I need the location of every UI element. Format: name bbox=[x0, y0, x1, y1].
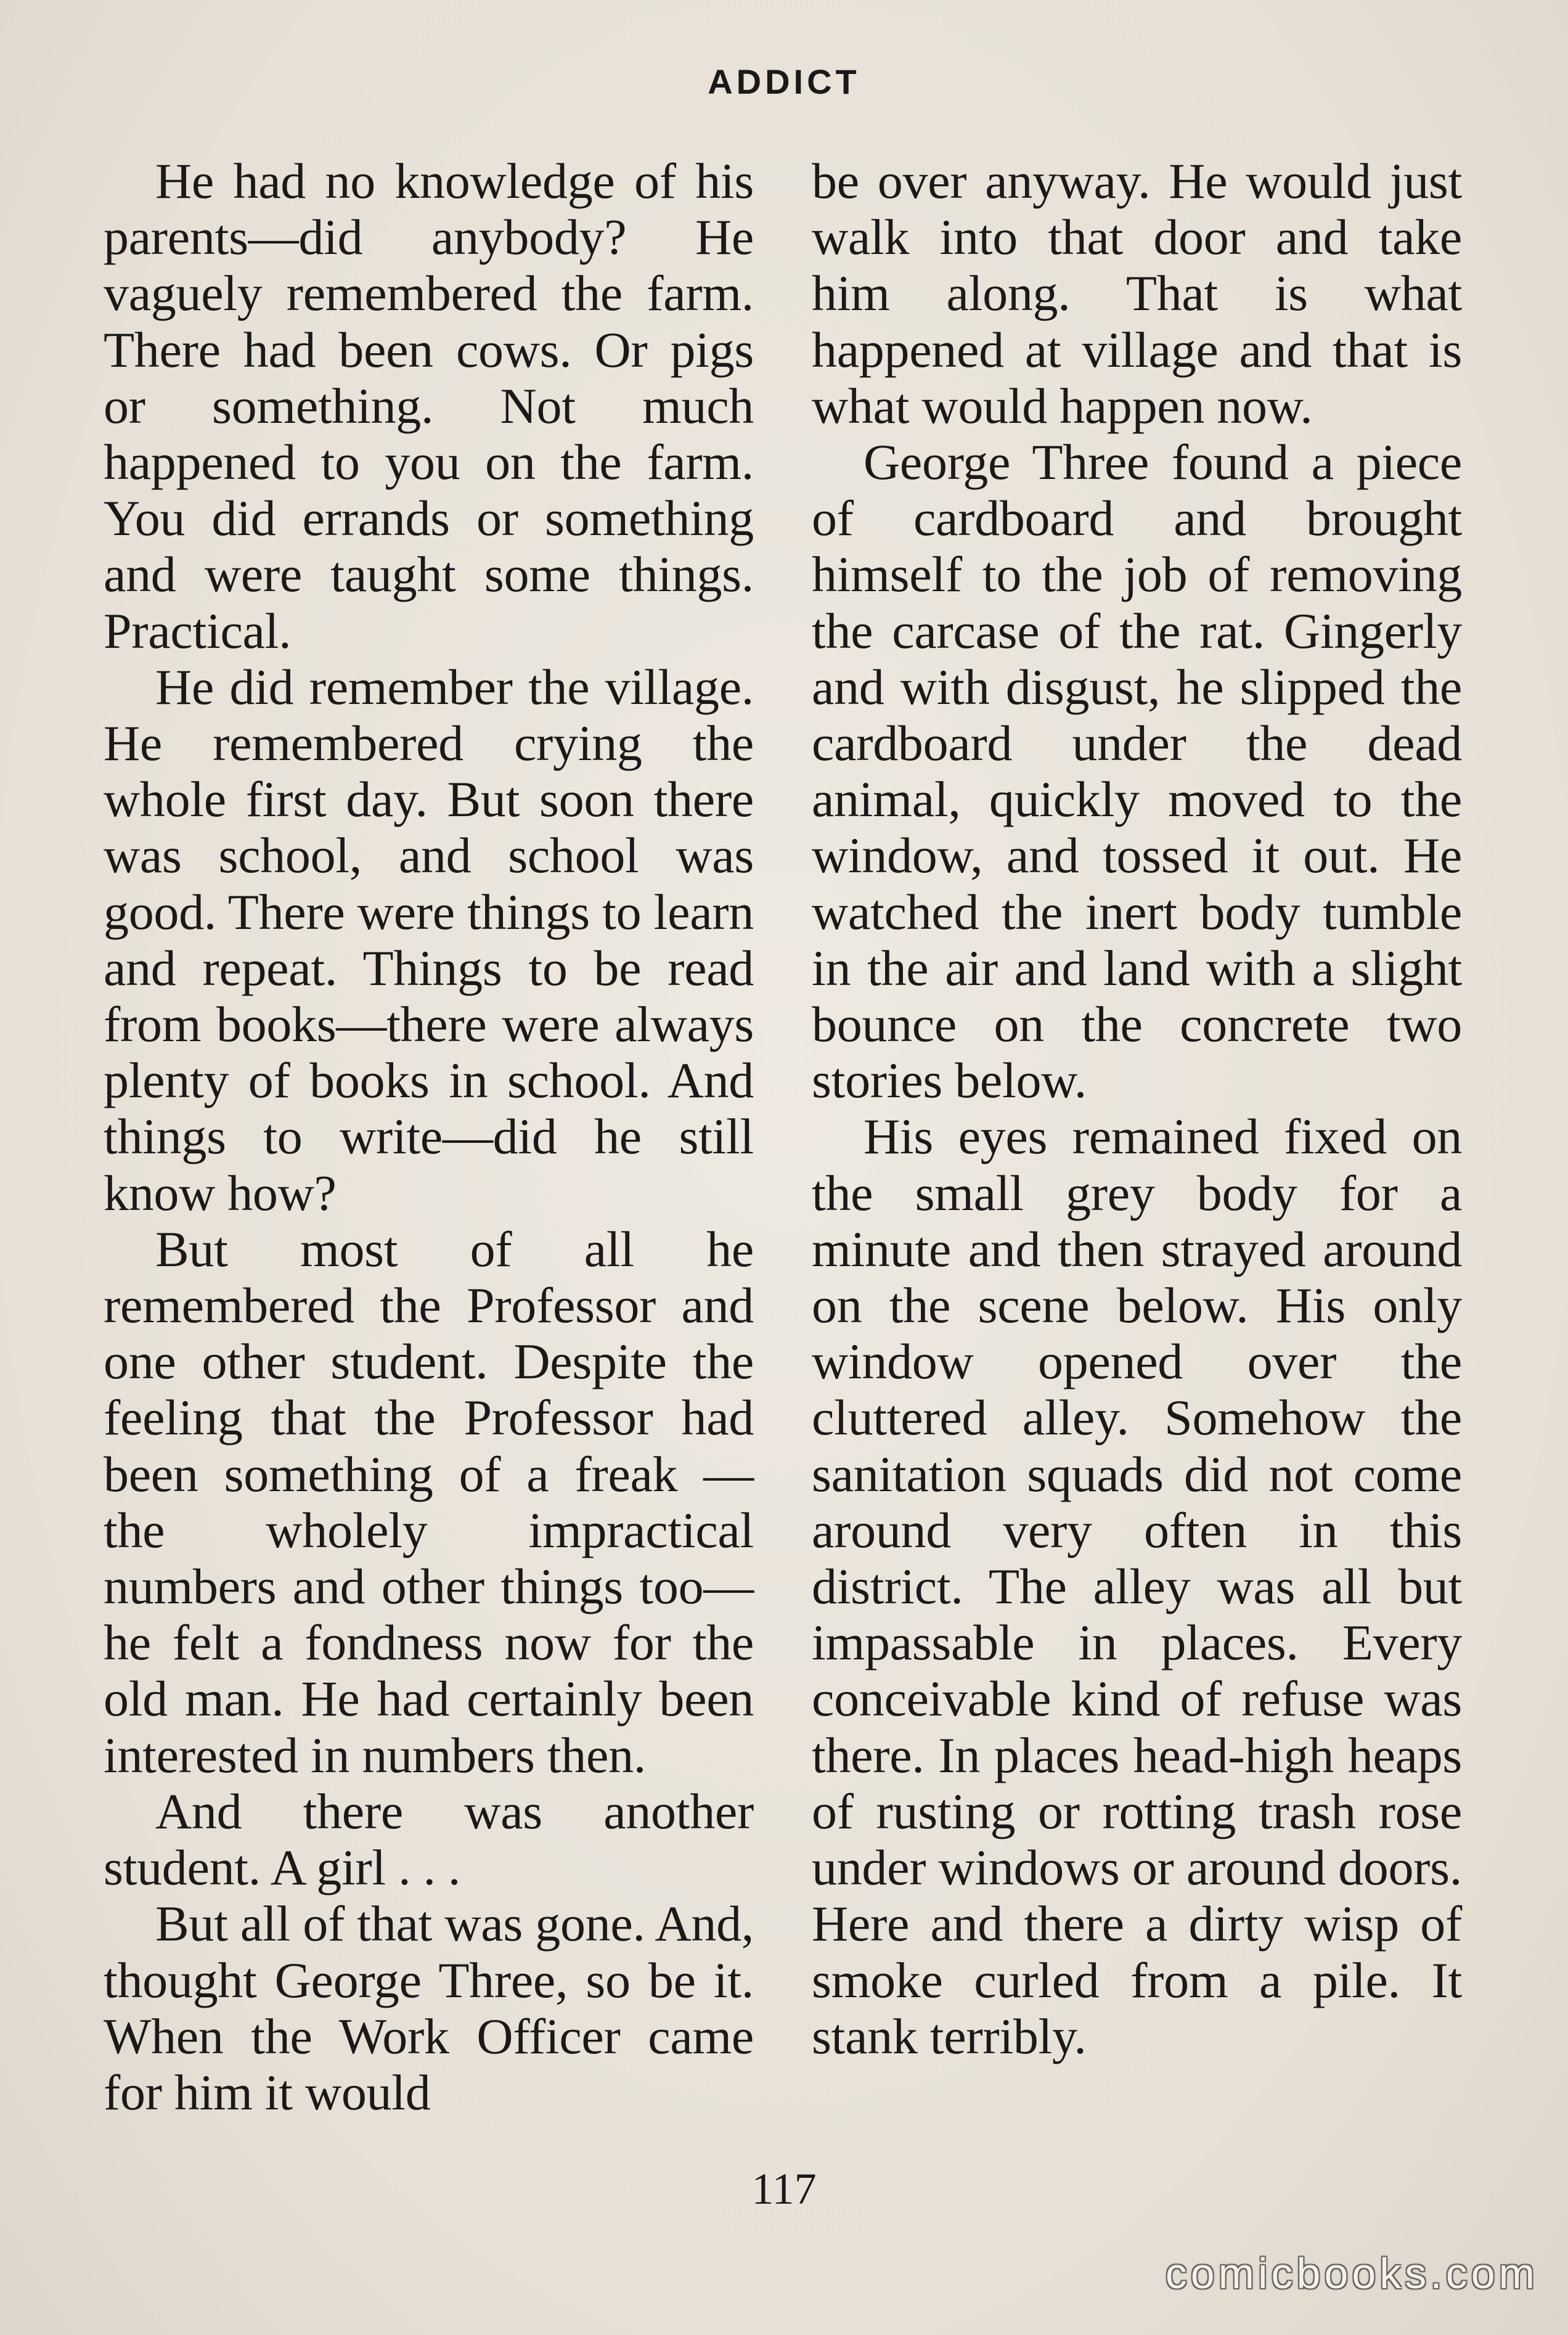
paragraph: But most of all he remembered the Professor and one other student. Despite the feeling that the Professor had been something of a freak — the wholely impractical numbers and other things too—he felt a fondness now for the old man. He had certainly been interested in numbers then. bbox=[104, 1221, 754, 1783]
right-column bbox=[812, 153, 1462, 2064]
paragraph: George Three found a piece of cardboard and brought himself to the job of removing the carcase of the rat. Gingerly and with disgust, he slipped the cardboard under the dead animal, quickly moved to the window, and tossed it out. He watched the inert body tumble in the air and land with a slight bounce on the concrete two stories below. bbox=[812, 434, 1462, 1109]
left-column bbox=[104, 153, 754, 2120]
watermark: comicbooks.com bbox=[1165, 2249, 1538, 2297]
page-number: 117 bbox=[751, 2164, 817, 2214]
paragraph: He did remember the village. He remembered crying the whole first day. But soon there was school, and school was good. There were things to learn and repeat. Things to be read from books—there were always plenty of books in school. And things to write—did he still know how? bbox=[104, 658, 754, 1221]
paragraph: But all of that was gone. And, thought George Three, so be it. When the Work Officer came for him it would bbox=[104, 1895, 754, 2120]
paragraph: He had no knowledge of his parents—did anybody? He vaguely remembered the farm. There had been cows. Or pigs or something. Not much happened to you on the farm. You did errands or something and were taught some things. Practical. bbox=[104, 153, 754, 659]
paragraph-continuation: be over anyway. He would just walk into that door and take him along. That is what happened at village and that is what would happen now. bbox=[812, 153, 1462, 434]
running-head: ADDICT bbox=[708, 62, 860, 101]
paragraph: And there was another student. A girl . . . bbox=[104, 1783, 754, 1896]
paragraph: His eyes remained fixed on the small grey body for a minute and then strayed around on the scene below. His only window opened over the cluttered alley. Somehow the sanitation squads did not come around very often in this district. The alley was all but impassable in places. Every conceivable kind of refuse was there. In places head-high heaps of rusting or rotting trash rose under windows or around doors. Here and there a dirty wisp of smoke curled from a pile. It stank terribly. bbox=[812, 1108, 1462, 2064]
